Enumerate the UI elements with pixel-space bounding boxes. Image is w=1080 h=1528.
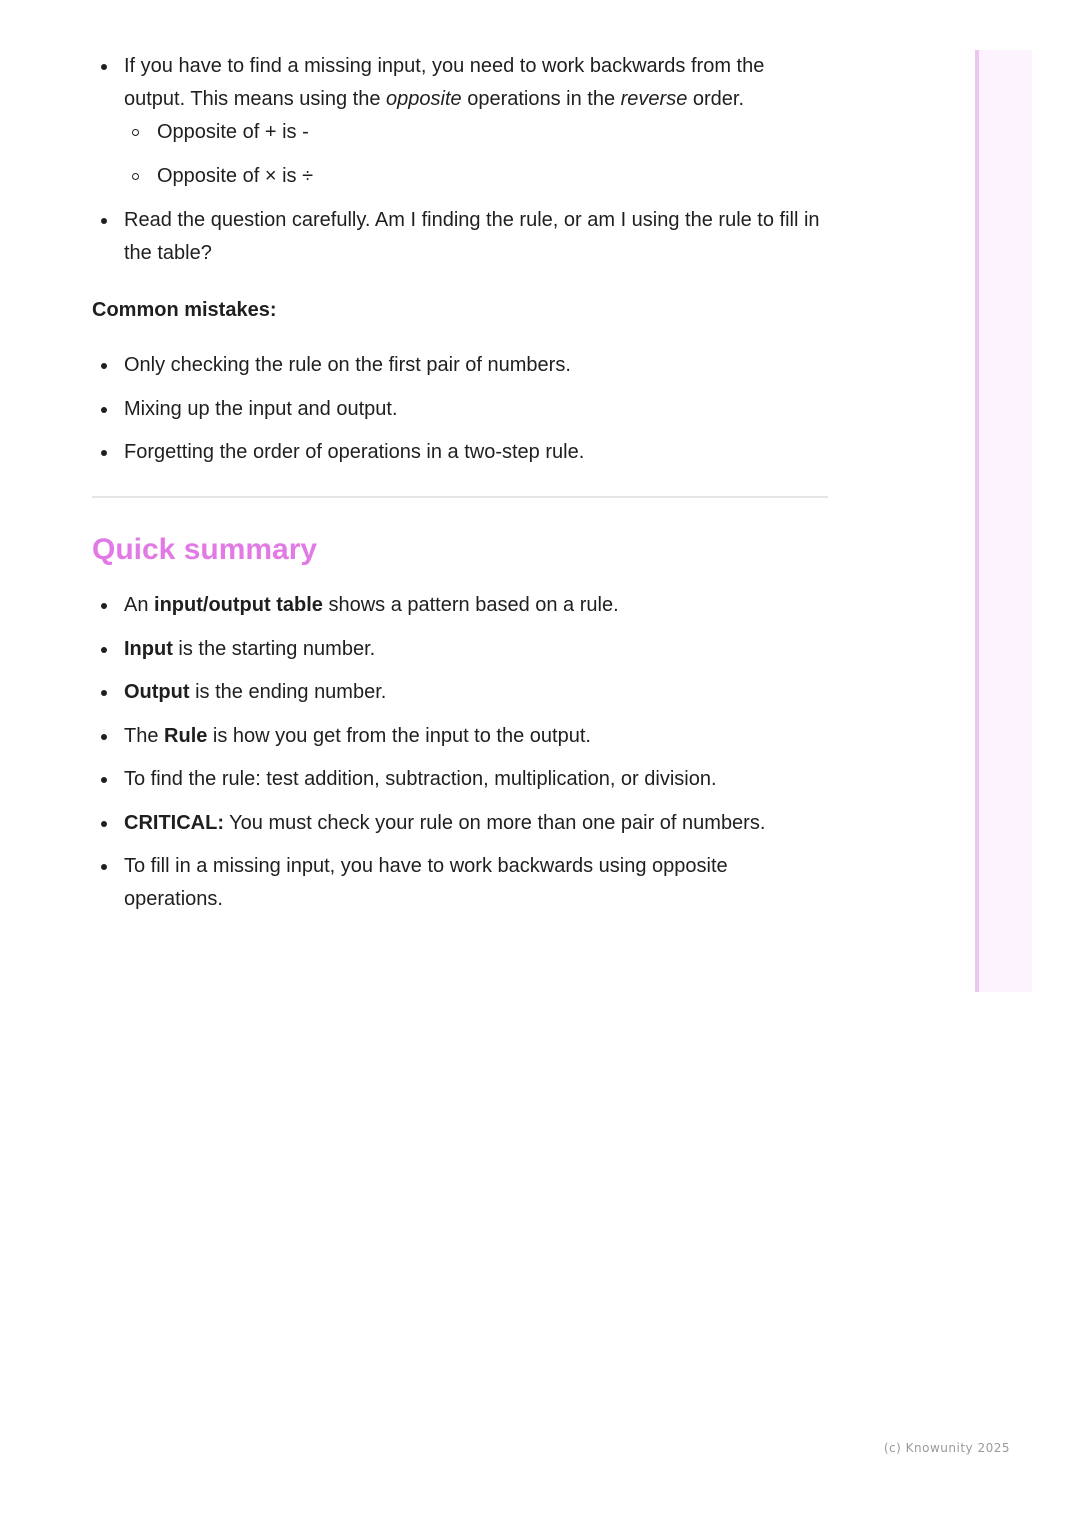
list-item: Output is the ending number. bbox=[92, 676, 828, 709]
list-item: To find the rule: test addition, subtraction, multiplication, or division. bbox=[92, 763, 828, 796]
list-item: Mixing up the input and output. bbox=[92, 393, 828, 426]
quick-summary-title: Quick summary bbox=[92, 533, 318, 566]
mistakes-list bbox=[92, 349, 828, 469]
document-body bbox=[92, 50, 828, 927]
list-item: Read the question carefully. Am I finding the rule, or am I using the rule to fill in the table? bbox=[92, 204, 828, 270]
copyright-footer: (c) Knowunity 2025 bbox=[883, 1441, 1010, 1455]
list-item: Only checking the rule on the first pair of numbers. bbox=[92, 349, 828, 382]
tips-list bbox=[92, 50, 828, 270]
list-item: CRITICAL: You must check your rule on more than one pair of numbers. bbox=[92, 807, 828, 840]
section-divider bbox=[92, 496, 828, 498]
side-notes-panel bbox=[975, 50, 1032, 992]
sub-list-item: Opposite of + is - bbox=[124, 116, 828, 149]
summary-list bbox=[92, 589, 828, 916]
common-mistakes-heading: Common mistakes: bbox=[92, 299, 277, 321]
list-item: An input/output table shows a pattern based on a rule. bbox=[92, 589, 828, 622]
list-item: Forgetting the order of operations in a two-step rule. bbox=[92, 436, 828, 469]
list-item: Input is the starting number. bbox=[92, 633, 828, 666]
list-item: To fill in a missing input, you have to work backwards using opposite operations. bbox=[92, 850, 828, 916]
list-item: If you have to find a missing input, you need to work backwards from the output. This means using the opposite operations in the reverse order. Opposite of + is - Opposite of × is ÷ bbox=[92, 50, 828, 193]
list-item: The Rule is how you get from the input to the output. bbox=[92, 720, 828, 753]
sub-list bbox=[124, 116, 828, 193]
sub-list-item: Opposite of × is ÷ bbox=[124, 160, 828, 193]
